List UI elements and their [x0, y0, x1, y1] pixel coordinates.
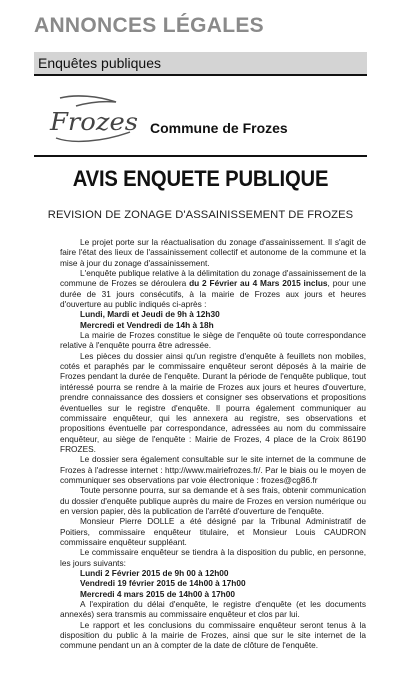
paragraph-emphasis: du 2 Février au 4 Mars 2015 inclus	[189, 278, 328, 289]
opening-hours: Mercredi et Vendredi de 14h à 18h	[80, 319, 214, 330]
paragraph-text: , pour une durée de 31 jours consécutifs, à la mairie de Frozes aux jours et heures d'ouverture au public indiqués ci-après :	[60, 278, 366, 310]
paragraph	[60, 268, 366, 309]
paragraph: Le commissaire enquêteur se tiendra à la disposition du public, en personne, les jours suivants:	[60, 547, 366, 568]
commune-name: Commune de Frozes	[150, 120, 288, 136]
paragraph: A l'expiration du délai d'enquête, le registre d'enquête (et les documents annexés) sera transmis au commissaire enquêteur et clos par lui.	[60, 599, 366, 620]
logo-swoosh	[60, 96, 116, 106]
paragraph: Les pièces du dossier ainsi qu'un registre d'enquête à feuillets non mobiles, cotés et paraphés par le commissaire enquêteur seront déposés à la mairie de Frozes pendant la durée de l'enquête. Durant la période de l'enquête publique, tout intéressé pourra se rendre à la mairie de Frozes aux jours et heures d'ouverture, prendre connaissance des dossiers et consigner ses observations et propositions éventuelles sur le registre d'enquête. Il pourra également communiquer au commissaire enquêteur, qui les annexera au registre, ses observations et propositions éventuelle par correspondance, adressées au nom du commissaire enquêteur, au siège de l'enquête : Mairie de Frozes, 4 place de la Croix 86190 FROZES.	[60, 350, 366, 454]
paragraph: La mairie de Frozes constitue le siège de l'enquête où toute correspondance relative à l'enquête pourra être adressée.	[60, 330, 366, 351]
notice-subtitle: REVISION DE ZONAGE D'ASSAINISSEMENT DE FROZES	[47, 209, 354, 221]
paragraph: Monsieur Pierre DOLLE a été désigné par la Tribunal Administratif de Poitiers, commissaire enquêteur titulaire, et Monsieur Louis CAUDRON commissaire enquêteur suppléant.	[60, 516, 366, 547]
section-title: ANNONCES LÉGALES	[34, 14, 264, 37]
notice-body	[60, 237, 366, 651]
opening-hours: Lundi, Mardi et Jeudi de 9h à 12h30	[80, 309, 220, 320]
paragraph: Le projet porte sur la réactualisation du zonage d'assainissement. Il s'agit de faire l'état des lieux de l'assainissement collectif et autonome de la commune et la mise à jour du zonage d'assainissement.	[60, 237, 366, 268]
commune-logo	[46, 92, 142, 146]
paragraph-text: L'enquête publique relative à la délimitation du zonage d'assainissement de la commune de Frozes se déroulera	[60, 268, 366, 289]
notice-title: AVIS ENQUETE PUBLIQUE	[72, 166, 329, 191]
paragraph: Le rapport et les conclusions du commissaire enquêteur seront tenus à la disposition du public à la mairie de Frozes, ainsi que sur le site internet de la commune pendant un an à compter de la date de clôture de l'enquête.	[60, 619, 366, 651]
divider	[34, 155, 367, 157]
logo-text: Frozes	[48, 108, 138, 136]
paragraph: Toute personne pourra, sur sa demande et à ses frais, obtenir communication du dossier d'enquête publique auprès du maire de Frozes en version numérique ou en version papier, dès la publication de l'arrêté d'ouverture de l'enquête.	[60, 485, 366, 516]
paragraph: Le dossier sera également consultable sur le site internet de la commune de Frozes à l'adresse internet : http://www.mairiefrozes.fr/. Par le biais ou le moyen de communiquer ses observations par voie électronique : frozes@cg86.fr	[60, 454, 366, 485]
permanence-date: Vendredi 19 février 2015 de 14h00 à 17h00	[80, 578, 246, 589]
divider	[34, 74, 367, 76]
permanence-date: Lundi 2 Février 2015 de 9h 00 à 12h00	[80, 568, 229, 578]
subsection-bar	[34, 52, 367, 74]
permanence-date: Mercredi 4 mars 2015 de 14h00 à 17h00	[80, 588, 235, 599]
subsection-title: Enquêtes publiques	[38, 55, 161, 71]
